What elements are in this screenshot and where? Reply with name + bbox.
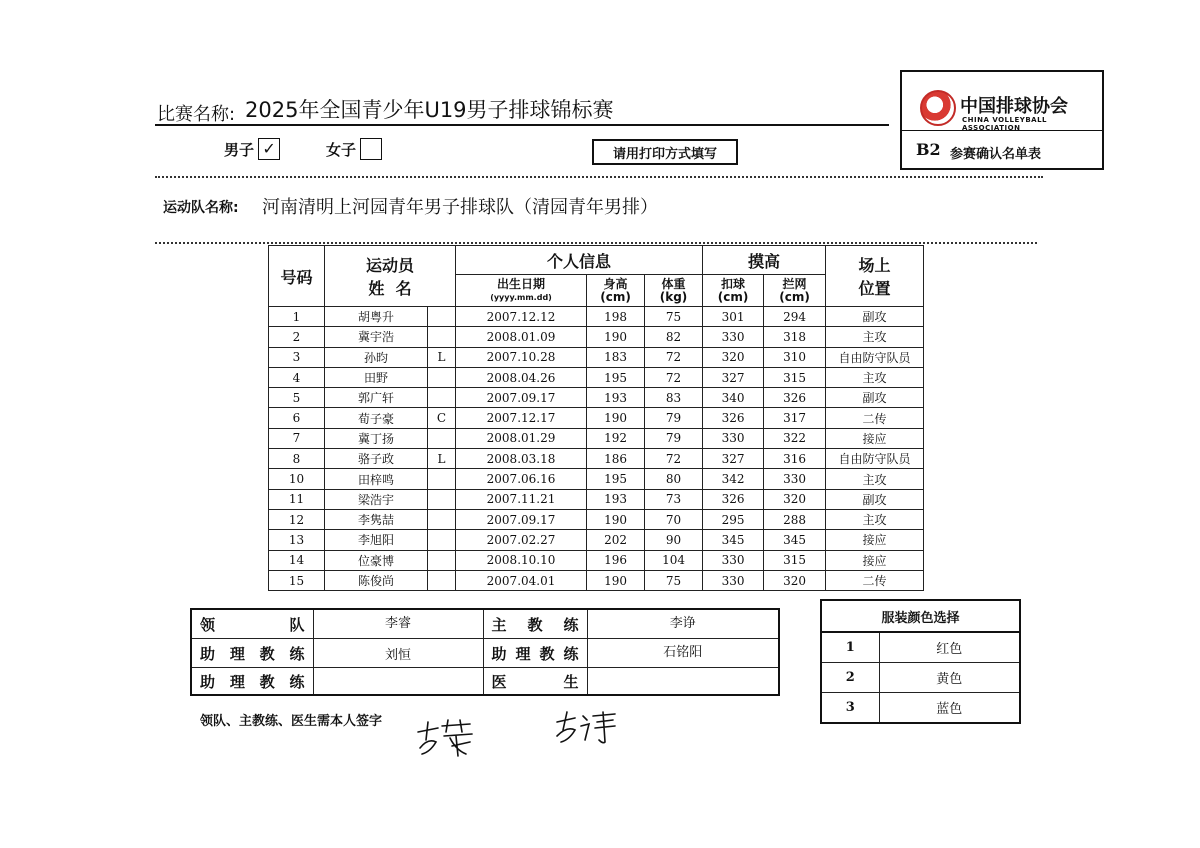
player-birth-date: 2007.12.12 (456, 307, 587, 327)
player-weight: 72 (645, 367, 703, 387)
player-spike-reach: 345 (703, 530, 764, 550)
player-block-reach: 345 (764, 530, 826, 550)
player-weight: 83 (645, 388, 703, 408)
player-block-reach: 315 (764, 550, 826, 570)
player-height: 186 (587, 449, 645, 469)
assistant-coach-label-3: 助理教练 (191, 668, 313, 696)
male-label: 男子 (224, 140, 255, 159)
player-weight: 75 (645, 570, 703, 590)
player-spike-reach: 295 (703, 509, 764, 529)
player-block-reach: 315 (764, 367, 826, 387)
female-label: 女子 (326, 140, 357, 159)
player-height: 192 (587, 428, 645, 448)
player-name: 冀丁扬 (325, 428, 428, 448)
leader-label: 领 队 (191, 609, 313, 639)
player-position: 二传 (826, 408, 924, 428)
player-number: 11 (269, 489, 325, 509)
header-position: 场上 位置 (826, 246, 924, 307)
uniform-option[interactable] (821, 693, 1020, 724)
head-coach-label: 主 教 练 (483, 609, 587, 639)
player-position: 自由防守队员 (826, 347, 924, 367)
player-name: 荀子豪 (325, 408, 428, 428)
player-weight: 104 (645, 550, 703, 570)
player-name: 郭广轩 (325, 388, 428, 408)
signature-note: 领队、主教练、医生需本人签字 (200, 714, 383, 729)
player-role: C (428, 408, 456, 428)
association-logo-box (900, 70, 1104, 170)
player-block-reach: 326 (764, 388, 826, 408)
header-birth: 出生日期 (yyyy.mm.dd) (456, 275, 587, 307)
player-birth-date: 2008.01.29 (456, 428, 587, 448)
player-role: L (428, 347, 456, 367)
player-name: 李隽喆 (325, 509, 428, 529)
player-role (428, 388, 456, 408)
player-block-reach: 317 (764, 408, 826, 428)
player-weight: 72 (645, 347, 703, 367)
doctor-label: 医 生 (483, 668, 587, 696)
association-name-cn: 中国排球协会 (960, 96, 1068, 117)
player-name: 骆子政 (325, 449, 428, 469)
assistant-coach-value-1[interactable]: 刘恒 (313, 639, 483, 668)
table-row (269, 509, 924, 529)
player-block-reach: 294 (764, 307, 826, 327)
team-name: 河南清明上河园青年男子排球队（清园青年男排） (262, 197, 658, 218)
player-role (428, 327, 456, 347)
player-height: 202 (587, 530, 645, 550)
header-reach: 摸高 (703, 246, 826, 275)
player-number: 14 (269, 550, 325, 570)
player-height: 196 (587, 550, 645, 570)
male-option[interactable] (224, 138, 280, 160)
male-checkbox[interactable]: ✓ (258, 138, 280, 160)
player-number: 12 (269, 509, 325, 529)
player-position: 二传 (826, 570, 924, 590)
player-weight: 80 (645, 469, 703, 489)
staff-table (190, 608, 780, 696)
female-option[interactable] (326, 138, 382, 160)
volleyball-logo-icon (920, 90, 956, 126)
dotted-divider-1 (155, 176, 1043, 178)
player-birth-date: 2007.11.21 (456, 489, 587, 509)
player-height: 193 (587, 489, 645, 509)
player-height: 183 (587, 347, 645, 367)
uniform-option-number: 2 (821, 663, 879, 693)
player-position: 副攻 (826, 307, 924, 327)
player-weight: 82 (645, 327, 703, 347)
table-row (269, 530, 924, 550)
player-spike-reach: 326 (703, 408, 764, 428)
competition-label: 比赛名称: (157, 104, 236, 125)
table-row (269, 367, 924, 387)
player-name: 陈俊尚 (325, 570, 428, 590)
player-role (428, 428, 456, 448)
table-row (269, 428, 924, 448)
player-role (428, 509, 456, 529)
player-height: 190 (587, 509, 645, 529)
player-number: 10 (269, 469, 325, 489)
player-name: 胡粤升 (325, 307, 428, 327)
player-height: 198 (587, 307, 645, 327)
player-role (428, 307, 456, 327)
leader-value[interactable]: 李睿 (313, 609, 483, 639)
association-name-en: CHINA VOLLEYBALL ASSOCIATION (962, 116, 1048, 132)
player-position: 主攻 (826, 327, 924, 347)
competition-underline (155, 124, 889, 126)
player-spike-reach: 327 (703, 367, 764, 387)
player-position: 接应 (826, 550, 924, 570)
player-height: 190 (587, 327, 645, 347)
uniform-option-number: 3 (821, 693, 879, 724)
player-role (428, 469, 456, 489)
player-name: 梁浩宇 (325, 489, 428, 509)
uniform-option-color: 黄色 (879, 663, 1020, 693)
player-role (428, 550, 456, 570)
table-row (269, 570, 924, 590)
player-position: 副攻 (826, 489, 924, 509)
player-block-reach: 330 (764, 469, 826, 489)
player-weight: 79 (645, 408, 703, 428)
player-birth-date: 2008.01.09 (456, 327, 587, 347)
player-spike-reach: 326 (703, 489, 764, 509)
player-number: 7 (269, 428, 325, 448)
player-birth-date: 2007.10.28 (456, 347, 587, 367)
player-birth-date: 2008.04.26 (456, 367, 587, 387)
player-number: 3 (269, 347, 325, 367)
player-position: 自由防守队员 (826, 449, 924, 469)
player-birth-date: 2008.03.18 (456, 449, 587, 469)
team-label: 运动队名称: (163, 200, 239, 216)
uniform-option-color: 红色 (879, 632, 1020, 663)
player-role (428, 489, 456, 509)
table-row (269, 449, 924, 469)
player-position: 副攻 (826, 388, 924, 408)
competition-name: 2025年全国青少年U19男子排球锦标赛 (245, 98, 614, 122)
player-position: 主攻 (826, 469, 924, 489)
player-number: 5 (269, 388, 325, 408)
uniform-option-number: 1 (821, 632, 879, 663)
head-coach-value[interactable]: 李诤 (587, 609, 779, 639)
player-spike-reach: 301 (703, 307, 764, 327)
player-position: 接应 (826, 428, 924, 448)
player-role (428, 530, 456, 550)
header-spike: 扣球 (cm) (703, 275, 764, 307)
player-block-reach: 320 (764, 489, 826, 509)
player-number: 8 (269, 449, 325, 469)
player-birth-date: 2007.06.16 (456, 469, 587, 489)
player-spike-reach: 330 (703, 428, 764, 448)
header-personal-info: 个人信息 (456, 246, 703, 275)
roster-body (269, 307, 924, 591)
form-code: B2 (916, 140, 941, 159)
player-name: 田野 (325, 367, 428, 387)
player-number: 2 (269, 327, 325, 347)
player-weight: 70 (645, 509, 703, 529)
player-height: 193 (587, 388, 645, 408)
player-weight: 79 (645, 428, 703, 448)
player-block-reach: 318 (764, 327, 826, 347)
player-height: 195 (587, 469, 645, 489)
player-role (428, 570, 456, 590)
player-block-reach: 288 (764, 509, 826, 529)
player-number: 15 (269, 570, 325, 590)
table-row (269, 489, 924, 509)
header-number: 号码 (269, 246, 325, 307)
doctor-value[interactable] (587, 668, 779, 696)
player-name: 李旭阳 (325, 530, 428, 550)
player-spike-reach: 320 (703, 347, 764, 367)
player-birth-date: 2007.04.01 (456, 570, 587, 590)
assistant-coach-value-3[interactable] (313, 668, 483, 696)
player-block-reach: 310 (764, 347, 826, 367)
player-birth-date: 2007.09.17 (456, 388, 587, 408)
header-athlete: 运动员 姓 名 (325, 246, 456, 307)
player-number: 1 (269, 307, 325, 327)
uniform-option[interactable] (821, 663, 1020, 693)
player-weight: 90 (645, 530, 703, 550)
dotted-divider-2 (155, 242, 1037, 244)
player-birth-date: 2007.12.17 (456, 408, 587, 428)
player-birth-date: 2007.09.17 (456, 509, 587, 529)
player-block-reach: 316 (764, 449, 826, 469)
assistant-coach-value-2[interactable]: 石铭阳 (587, 639, 779, 668)
player-height: 190 (587, 570, 645, 590)
player-height: 195 (587, 367, 645, 387)
table-row (269, 327, 924, 347)
player-height: 190 (587, 408, 645, 428)
table-row (269, 388, 924, 408)
leader-signature (412, 718, 482, 758)
header-block: 拦网 (cm) (764, 275, 826, 307)
player-position: 接应 (826, 530, 924, 550)
player-name: 田梓鸣 (325, 469, 428, 489)
player-name: 孙昀 (325, 347, 428, 367)
assistant-coach-label-1: 助理教练 (191, 639, 313, 668)
uniform-title: 服装颜色选择 (821, 600, 1020, 632)
uniform-option-color: 蓝色 (879, 693, 1020, 724)
assistant-coach-label-2: 助理教练 (483, 639, 587, 668)
player-spike-reach: 330 (703, 327, 764, 347)
logo-divider (902, 130, 1102, 131)
table-row (269, 347, 924, 367)
player-spike-reach: 340 (703, 388, 764, 408)
player-weight: 73 (645, 489, 703, 509)
header-weight: 体重 (kg) (645, 275, 703, 307)
player-number: 13 (269, 530, 325, 550)
player-block-reach: 320 (764, 570, 826, 590)
player-spike-reach: 330 (703, 570, 764, 590)
player-block-reach: 322 (764, 428, 826, 448)
player-birth-date: 2007.02.27 (456, 530, 587, 550)
uniform-option[interactable] (821, 632, 1020, 663)
player-name: 位豪博 (325, 550, 428, 570)
uniform-color-table (820, 599, 1021, 724)
player-role: L (428, 449, 456, 469)
player-number: 6 (269, 408, 325, 428)
player-birth-date: 2008.10.10 (456, 550, 587, 570)
player-weight: 72 (645, 449, 703, 469)
player-number: 4 (269, 367, 325, 387)
table-row (269, 408, 924, 428)
form-title: 参赛确认名单表 (950, 147, 1042, 162)
coach-signature (553, 710, 623, 746)
print-note: 请用打印方式填写 (592, 139, 738, 165)
player-spike-reach: 330 (703, 550, 764, 570)
player-position: 主攻 (826, 509, 924, 529)
player-name: 冀宇浩 (325, 327, 428, 347)
table-row (269, 469, 924, 489)
player-spike-reach: 327 (703, 449, 764, 469)
player-spike-reach: 342 (703, 469, 764, 489)
player-position: 主攻 (826, 367, 924, 387)
player-role (428, 367, 456, 387)
female-checkbox[interactable] (360, 138, 382, 160)
roster-table (268, 245, 924, 591)
header-height: 身高 (cm) (587, 275, 645, 307)
table-row (269, 550, 924, 570)
table-row (269, 307, 924, 327)
player-weight: 75 (645, 307, 703, 327)
